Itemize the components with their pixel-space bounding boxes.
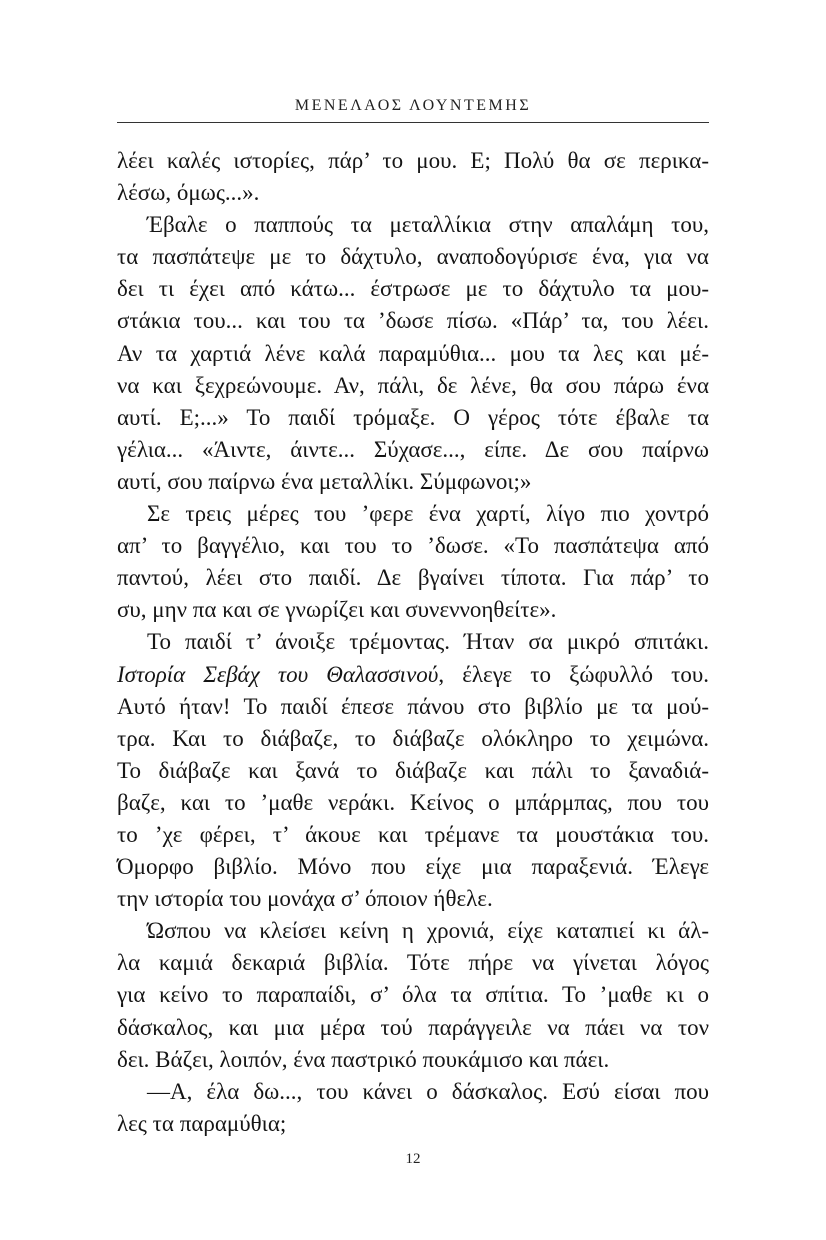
text-line: Σε τρεις μέρες του ’φερε ένα χαρτί, λίγο πιο χοντρό bbox=[147, 501, 709, 527]
text-line: στάκια του... και του τα ’δωσε πίσω. «Πάρ’ τα, του λέει. bbox=[117, 308, 709, 334]
text-line: Το διάβαζε και ξανά το διάβαζε και πάλι το ξαναδιά- bbox=[117, 757, 709, 783]
text-line: λέει καλές ιστορίες, πάρ’ το μου. Ε; Πολύ θα σε περικα- bbox=[117, 148, 709, 173]
header-rule bbox=[117, 122, 709, 123]
text-line: Το παιδί τ’ άνοιξε τρέμοντας. Ήταν σα μικρό σπιτάκι. bbox=[147, 629, 709, 655]
text-line: δει. Βάζει, λοιπόν, ένα παστρικό πουκάμισο και πάει. bbox=[117, 1046, 610, 1072]
text-line: απ’ το βαγγέλιο, και του το ’δωσε. «Το πασπάτεψα από bbox=[117, 533, 709, 559]
page-number: 12 bbox=[405, 1151, 421, 1167]
text-line: —Α, έλα δω..., του κάνει ο δάσκαλος. Εσύ είσαι που bbox=[147, 1078, 709, 1104]
text-line: αυτί. Ε;...» Το παιδί τρόμαξε. Ο γέρος τότε έβαλε τα bbox=[117, 404, 709, 430]
text-line: λέσω, όμως...». bbox=[117, 180, 260, 206]
body-text bbox=[117, 145, 709, 1140]
text-line: βαζε, και το ’μαθε νεράκι. Κείνος ο μπάρμπας, που του bbox=[117, 789, 709, 815]
book-title-italic: Ιστορία Σεβάχ του Θαλασσινού bbox=[117, 661, 439, 687]
text-line: την ιστορία του μονάχα σ’ όποιον ήθελε. bbox=[117, 886, 493, 912]
text-line: Έβαλε ο παππούς τα μεταλλίκια στην απαλάμη του, bbox=[147, 212, 709, 238]
text-line: Αυτό ήταν! Το παιδί έπεσε πάνου στο βιβλίο με τα μού- bbox=[117, 693, 709, 719]
text-line: Ιστορία Σεβάχ του Θαλασσινού, έλεγε το ξώφυλλό του. bbox=[117, 661, 709, 687]
text-line: συ, μην πα και σε γνωρίζει και συνεννοηθείτε». bbox=[117, 597, 557, 623]
text-line: παντού, λέει στο παιδί. Δε βγαίνει τίποτα. Για πάρ’ το bbox=[117, 565, 709, 591]
text-line: Όμορφο βιβλίο. Μόνο που είχε μια παραξενιά. Έλεγε bbox=[117, 854, 709, 880]
text-line: δάσκαλος, και μια μέρα τού παράγγειλε να πάει να τον bbox=[117, 1014, 709, 1040]
text-line: το ’χε φέρει, τ’ άκουε και τρέμανε τα μουστάκια του. bbox=[117, 821, 709, 847]
text-line: λα καμιά δεκαριά βιβλία. Τότε πήρε να γίνεται λόγος bbox=[117, 950, 709, 976]
text-line: να και ξεχρεώνουμε. Αν, πάλι, δε λένε, θα σου πάρω ένα bbox=[117, 372, 709, 398]
text-line: γέλια... «Άιντε, άιντε... Σύχασε..., είπε. Δε σου παίρνω bbox=[117, 436, 709, 462]
text-line: Ώσπου να κλείσει κείνη η χρονιά, είχε καταπιεί κι άλ- bbox=[147, 918, 709, 944]
text-line: δει τι έχει από κάτω... έστρωσε με το δάχτυλο τα μου- bbox=[117, 276, 709, 302]
text-line: λες τα παραμύθια; bbox=[117, 1110, 287, 1136]
text-line: για κείνο το παραπαίδι, σ’ όλα τα σπίτια. Το ’μαθε κι ο bbox=[117, 982, 709, 1008]
text-line: τα πασπάτεψε με το δάχτυλο, αναποδογύρισε ένα, για να bbox=[117, 244, 709, 270]
text-line: αυτί, σου παίρνω ένα μεταλλίκι. Σύμφωνοι;» bbox=[117, 468, 532, 494]
running-title: ΜΕΝΕΛΑΟΣ ΛΟΥΝΤΕΜΗΣ bbox=[294, 97, 532, 114]
text-line: Αν τα χαρτιά λένε καλά παραμύθια... μου τα λες και μέ- bbox=[117, 340, 709, 366]
text-line: τρα. Και το διάβαζε, το διάβαζε ολόκληρο το χειμώνα. bbox=[117, 725, 709, 751]
